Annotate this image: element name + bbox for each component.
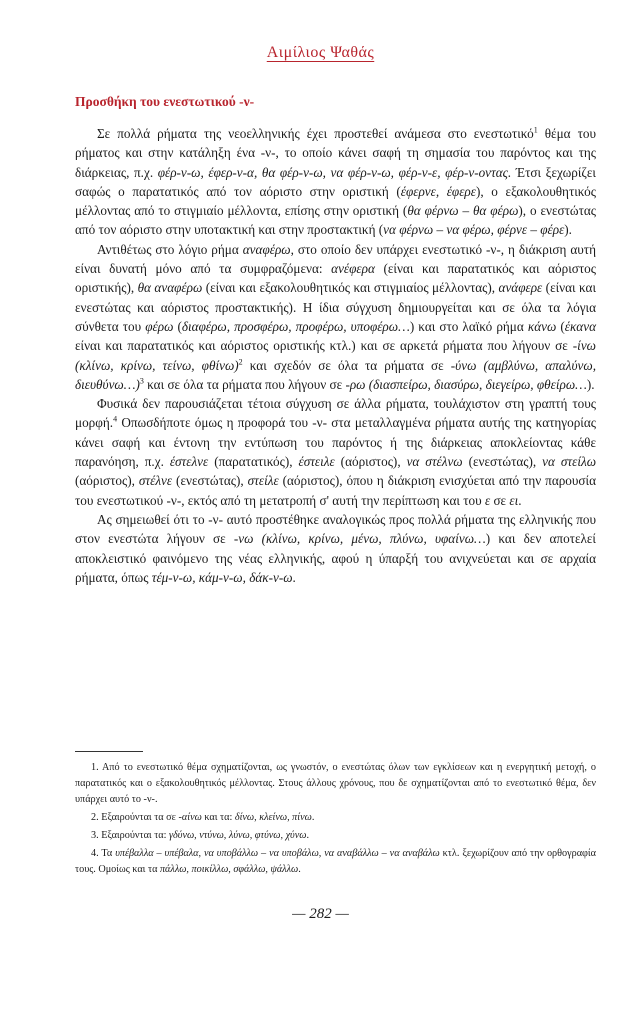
page-number: — 282 —: [292, 906, 349, 922]
footnote-2: 2. Εξαιρούνται τα σε -αίνω και τα: δίνω, κλείνω, πίνω.: [91, 812, 315, 823]
running-title: Αιμίλιος Ψαθάς: [266, 44, 375, 61]
footnote-ref-1: 1: [533, 125, 538, 135]
footnote-ref-2: 2: [238, 357, 243, 367]
body-text: [75, 124, 596, 587]
footnote-ref-3: 3: [139, 376, 144, 386]
running-header: [0, 44, 641, 62]
section-title: Προσθήκη του ενεστωτικού -ν-: [75, 94, 255, 109]
paragraph-2: Αντιθέτως στο λόγιο ρήμα αναφέρω, στο οποίο δεν υπάρχει ενεστωτικό -ν-, η διάκριση αυτή είναι δυνατή μόνο από τα συμφραζόμενα: ανέφερα (είναι και παρατατικός και αόριστος οριστικής), θα αναφέρω (είναι και εξακολουθητικός και στιγμιαίος μέλλοντας), ανάφερε (είναι και ενεστώτας και αόριστος προστακτικής). Η ίδια σύγχυση δημιουργείται και σε όλα τα λόγια σύνθετα του φέρω (διαφέρω, προσφέρω, προφέρω, υποφέρω…) και στο λαϊκό ρήμα κάνω (έκανα είναι και παρατατικός και αόριστος οριστικής κτλ.) και σε αρκετά ρήματα που λήγουν σε -ίνω (κλίνω, κρίνω, τείνω, φθίνω)$^2$ και σχεδόν σε όλα τα ρήματα σε -ύνω (αμβλύνω, απαλύνω, διευθύνω…)$^3$ και σε όλα τα ρήματα που λήγουν σε -ρω (διασπείρω, διασύρω, διεγείρω, φθείρω…).: [75, 241, 597, 392]
footnote-ref-4: 4: [113, 415, 118, 425]
footnote-divider: [75, 751, 143, 752]
footnotes: [75, 760, 596, 880]
footnote-4: 4. Τα υπέβαλλα – υπέβαλα, να υποβάλλω – να υποβάλω, να αναβάλλω – να αναβάλω κτλ. ξεχωρίζουν από την ορθογραφία τους. Ομοίως και τα πάλλω, ποικίλλω, σφάλλω, ψάλλω.: [75, 848, 596, 875]
footnote-3: 3. Εξαιρούνται τα: γδύνω, ντύνω, λύνω, φτύνω, χύνω.: [91, 830, 309, 841]
paragraph-4: Ας σημειωθεί ότι το -ν- αυτό προστέθηκε αναλογικώς προς πολλά ρήματα της ελληνικής που στον ενεστώτα λήγουν σε -νω (κλίνω, κρίνω, μένω, πλύνω, υφαίνω…) και δεν αποτελεί αποκλειστικό φαινόμενο της νέας ελληνικής, αφού η ύπαρξή του ανιχνεύεται και σε αρχαία ρήματα, όπως τέμ-ν-ω, κάμ-ν-ω, δάκ-ν-ω.: [75, 511, 596, 585]
paragraph-3: Φυσικά δεν παρουσιάζεται τέτοια σύγχυση σε άλλα ρήματα, τουλάχιστον στη γραπτή τους μορφή.$^4$ Οπωσδήποτε όμως η προφορά του -ν- στα μεταλλαγμένα ρήματα αυτής της κατηγορίας κάνει σαφή και έντονη την εντύπωση του παρόντος ή της διάρκειας αποκλείοντας κάθε παρανόηση, π.χ. έστελνε (παρατατικός), έστειλε (αόριστος), να στέλνω (ενεστώτας), να στείλω (αόριστος), στέλνε (ενεστώτας), στείλε (αόριστος), όπου η διάκριση ενισχύεται από την παρουσία του ενεστωτικού -ν-, εκτός από τη μετατροπή σ' αυτή την περίπτωση και του ε σε ει.: [75, 396, 597, 508]
footnote-1: 1. Από το ενεστωτικό θέμα σχηματίζονται, ως γνωστόν, ο ενεστώτας όλων των εγκλίσεων και η ενεργητική μετοχή, ο παρατατικός και ο εξακολουθητικός μέλλοντας. Στους άλλους χρόνους, που δε σχηματίζονται από το ενεστωτικό θέμα, δεν υπάρχει αυτό το -ν-.: [75, 762, 596, 805]
paragraph-1: Σε πολλά ρήματα της νεοελληνικής έχει προστεθεί ανάμεσα στο ενεστωτικό$^1$ θέμα του ρήματος και στην κατάληξη ένα -ν-, το οποίο κάνει σαφή τη σημασία του παρόντος και της διάρκειας, π.χ. φέρ-ν-ω, έφερ-ν-α, θα φέρ-ν-ω, να φέρ-ν-ω, φέρ-ν-ε, φέρ-ν-οντας. Έτσι ξεχωρίζει σαφώς ο παρατατικός από τον αόριστο στην οριστική (έφερνε, έφερε), ο εξακολουθητικός μέλλοντας από το στιγμιαίο μέλλοντα, επίσης στην οριστική (θα φέρνω – θα φέρω), ο ενεστώτας από τον αόριστο στην υποτακτική και στην προστακτική (να φέρνω – να φέρω, φέρνε – φέρε).: [75, 125, 597, 238]
